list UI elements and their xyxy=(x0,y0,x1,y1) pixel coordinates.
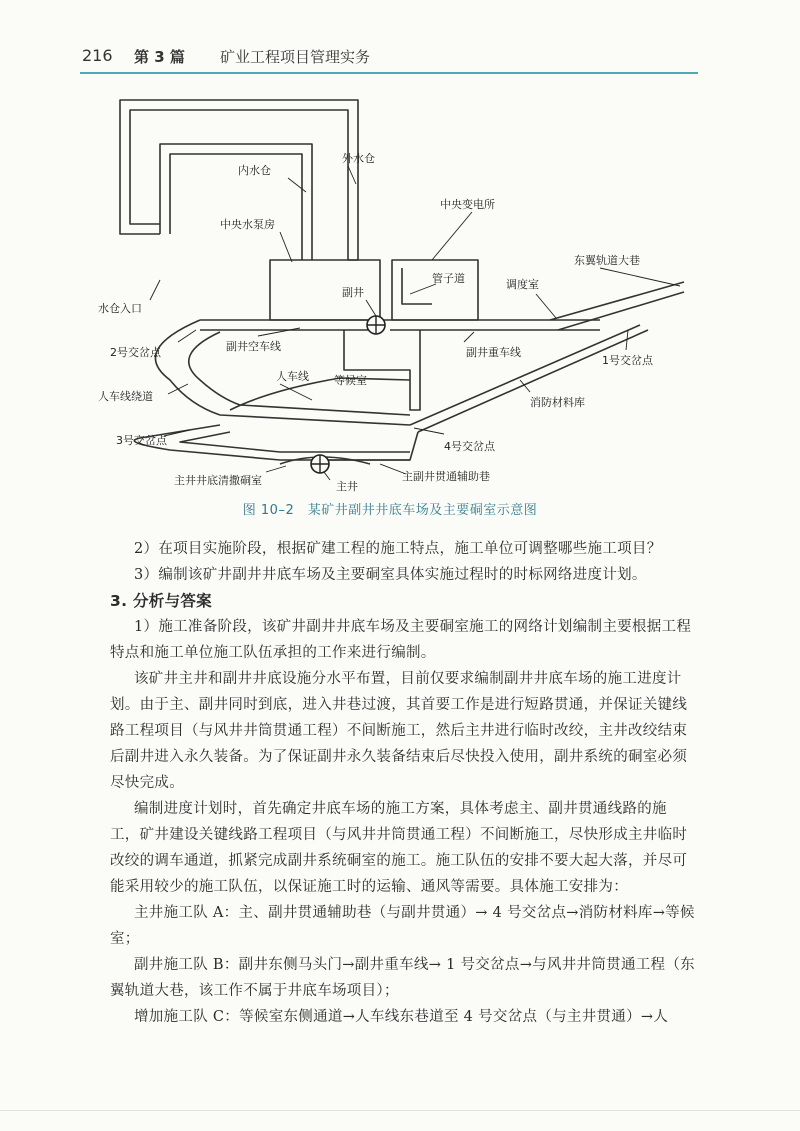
leader-outer-sump xyxy=(348,166,356,184)
leader-substation xyxy=(432,212,472,260)
lower-roadway-inner xyxy=(180,432,410,452)
leader-pipe-way xyxy=(410,284,436,294)
answer-3: 编制进度计划时，首先确定井底车场的施工方案，具体考虑主、副井贯通线路的施工，矿井建设关键线路工程项目（与风井井筒贯通工程）不间断施工，尽快形成主井临时改绞的调车通道，抓紧完成副井系统硐室的施工。施工队伍的安排不要大起大落，并尽可能采用较少的施工队伍，以保证施工时的运输、通风等需要。具体施工安排为： xyxy=(110,801,688,895)
leader-east-wing xyxy=(600,268,680,286)
leader-junction-2 xyxy=(178,330,196,342)
label-man-car-line: 人车线 xyxy=(276,370,309,383)
header-rule xyxy=(80,72,698,74)
east-wing-roadway-2 xyxy=(558,292,684,330)
label-fire-materials: 消防材料库 xyxy=(530,396,585,409)
label-junction-3: 3号交岔点 xyxy=(116,434,167,447)
connecting-roadway-lines xyxy=(320,432,418,460)
label-outer-sump: 外水仓 xyxy=(342,152,375,165)
team-c: 增加施工队 C：等候室东侧通道→人车线东巷道至 4 号交岔点（与主井贯通）→人 xyxy=(134,1009,669,1025)
pipe-way xyxy=(402,268,432,304)
figure-caption: 图 10–2 某矿井副井井底车场及主要硐室示意图 xyxy=(242,503,538,518)
leader-loaded-line xyxy=(464,332,474,342)
page-number: 216 xyxy=(82,46,113,65)
label-pipe-way: 管子道 xyxy=(432,272,465,285)
question-3: 3）编制该矿井副井井底车场及主要硐室具体实施过程时的时标网络进度计划。 xyxy=(134,567,647,583)
leader-bypass xyxy=(168,384,188,394)
lower-roadway-outer xyxy=(134,425,410,460)
label-manway-bypass: 人车线绕道 xyxy=(98,390,153,403)
book-title: 矿业工程项目管理实务 xyxy=(220,48,371,66)
mine-layout-figure xyxy=(80,80,700,510)
label-dispatch-room: 调度室 xyxy=(506,278,539,291)
leader-sump-entrance xyxy=(150,280,160,300)
label-waiting-room: 等候室 xyxy=(334,374,367,387)
label-junction-2: 2号交岔点 xyxy=(110,346,161,359)
team-b: 副井施工队 B：副井东侧马头门→副井重车线→ 1 号交岔点→与风井井筒贯通工程（东翼轨道大巷，该工作不属于井底车场项目）； xyxy=(110,957,695,999)
section-title: 3. 分析与答案 xyxy=(110,592,212,610)
inner-sump-inner-path xyxy=(170,154,302,260)
label-main-shaft: 主井 xyxy=(336,480,358,493)
leader-inner-sump xyxy=(288,178,306,192)
team-a: 主井施工队 A：主、副井贯通辅助巷（与副井贯通）→ 4 号交岔点→消防材料库→等候室； xyxy=(110,905,695,947)
leader-dispatch xyxy=(536,294,556,318)
waiting-room-outline xyxy=(344,330,420,410)
answer-1: 1）施工准备阶段，该矿井副井井底车场及主要硐室施工的网络计划编制主要根据工程特点和施工单位施工队伍承担的工作来进行编制。 xyxy=(110,619,692,661)
label-east-wing-roadway: 东翼轨道大巷 xyxy=(574,254,640,267)
page-header xyxy=(82,44,702,70)
aux-shaft-symbol xyxy=(367,316,385,334)
leader-spill-room xyxy=(266,466,286,472)
mine-layout-diagram xyxy=(80,80,700,510)
outer-sump-outer-path xyxy=(120,100,358,260)
label-sump-entrance: 水仓入口 xyxy=(98,302,142,315)
label-junction-4: 4号交岔点 xyxy=(444,440,495,453)
leader-main-shaft xyxy=(324,472,330,480)
label-central-pump-room: 中央水泵房 xyxy=(220,218,275,231)
east-wing-roadway-1 xyxy=(550,282,684,320)
label-aux-shaft: 副井 xyxy=(342,286,364,299)
leader-aux-shaft xyxy=(366,300,376,316)
label-aux-loaded-line: 副井重车线 xyxy=(466,346,521,359)
question-2: 2）在项目实施阶段，根据矿建工程的施工特点，施工单位可调整哪些施工项目？ xyxy=(134,541,662,557)
part-label: 第 3 篇 xyxy=(134,48,185,66)
label-aux-empty-line: 副井空车线 xyxy=(226,340,281,353)
label-spill-room: 主井井底清撒硐室 xyxy=(174,474,262,487)
label-inner-sump: 内水仓 xyxy=(238,164,271,177)
main-shaft-symbol xyxy=(311,455,329,473)
body-text xyxy=(110,536,696,1030)
substation-outline xyxy=(392,260,478,320)
bottom-rule xyxy=(0,1110,800,1111)
answer-2: 该矿井主井和副井井底设施分水平布置，目前仅要求编制副井井底车场的施工进度计划。由于主、副井同时到底，进入井巷过渡，其首要工作是进行短路贯通，并保证关键线路工程项目（与风井井筒贯通工程）不间断施工，然后主井进行临时改绞，主井改绞结束后副井进入永久装备。为了保证副井永久装备结束后尽快投入使用，副井系统的硐室必须尽快完成。 xyxy=(110,671,688,791)
diagonal-roadway-1 xyxy=(410,325,640,425)
label-connecting-roadway: 主副井贯通辅助巷 xyxy=(402,470,490,483)
inner-sump-outer-path xyxy=(160,144,312,260)
label-junction-1: 1号交岔点 xyxy=(602,354,653,367)
label-central-substation: 中央变电所 xyxy=(440,198,495,211)
leader-pump-room xyxy=(280,232,292,262)
diagonal-roadway-2 xyxy=(418,330,648,432)
outer-sump-inner-path xyxy=(130,110,348,260)
